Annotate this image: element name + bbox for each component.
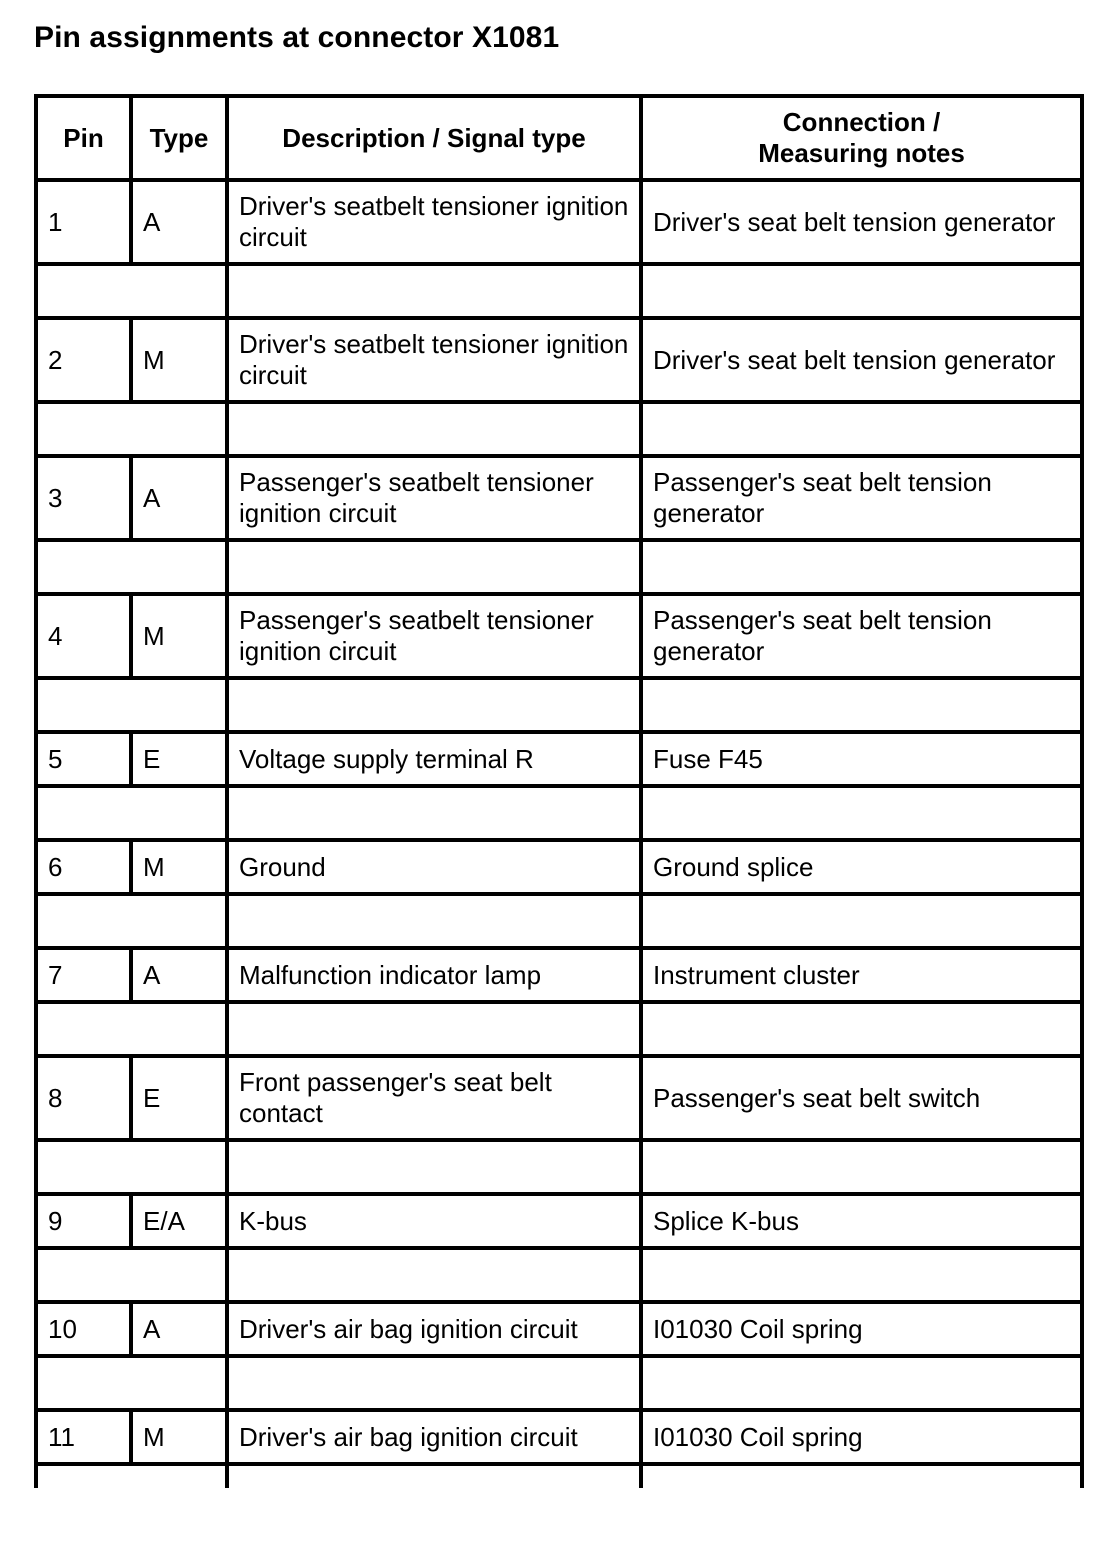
pin-cell: 8 bbox=[36, 1056, 131, 1140]
table-row bbox=[36, 180, 1082, 264]
spacer-cell bbox=[36, 540, 227, 594]
type-cell: A bbox=[131, 1302, 227, 1356]
header-description: Description / Signal type bbox=[227, 96, 641, 180]
description-cell: Passenger's seatbelt tensioner ignition circuit bbox=[227, 456, 641, 540]
connection-cell: I01030 Coil spring bbox=[641, 1302, 1082, 1356]
table-row bbox=[36, 1056, 1082, 1140]
table-row bbox=[36, 594, 1082, 678]
type-cell: E bbox=[131, 732, 227, 786]
spacer-cell bbox=[227, 678, 641, 732]
connection-cell: Splice K-bus bbox=[641, 1194, 1082, 1248]
table-row bbox=[36, 1194, 1082, 1248]
spacer-cell bbox=[641, 1356, 1082, 1410]
spacer-cell bbox=[227, 1002, 641, 1056]
pin-cell: 11 bbox=[36, 1410, 131, 1464]
connection-cell: Ground splice bbox=[641, 840, 1082, 894]
type-cell: M bbox=[131, 1410, 227, 1464]
table-row bbox=[36, 1410, 1082, 1464]
description-cell: Malfunction indicator lamp bbox=[227, 948, 641, 1002]
spacer-row bbox=[36, 1140, 1082, 1194]
description-cell: Front passenger's seat belt contact bbox=[227, 1056, 641, 1140]
type-cell: A bbox=[131, 180, 227, 264]
table-row bbox=[36, 1302, 1082, 1356]
spacer-row bbox=[36, 540, 1082, 594]
spacer-cell bbox=[227, 1464, 641, 1488]
spacer-cell bbox=[36, 264, 227, 318]
pin-cell: 10 bbox=[36, 1302, 131, 1356]
spacer-cell bbox=[36, 1248, 227, 1302]
connection-cell: Passenger's seat belt tension generator bbox=[641, 456, 1082, 540]
spacer-row bbox=[36, 1002, 1082, 1056]
description-cell: Driver's air bag ignition circuit bbox=[227, 1302, 641, 1356]
pin-cell: 4 bbox=[36, 594, 131, 678]
spacer-cell bbox=[641, 786, 1082, 840]
spacer-cell bbox=[227, 786, 641, 840]
connection-cell: Passenger's seat belt switch bbox=[641, 1056, 1082, 1140]
type-cell: A bbox=[131, 456, 227, 540]
type-cell: E bbox=[131, 1056, 227, 1140]
header-connection-line2: Measuring notes bbox=[758, 138, 965, 168]
spacer-row bbox=[36, 1248, 1082, 1302]
header-pin: Pin bbox=[36, 96, 131, 180]
description-cell: K-bus bbox=[227, 1194, 641, 1248]
spacer-cell bbox=[36, 894, 227, 948]
header-connection-line1: Connection / bbox=[782, 107, 941, 137]
table-header-row bbox=[36, 96, 1082, 180]
spacer-cell bbox=[227, 894, 641, 948]
spacer-cell bbox=[641, 678, 1082, 732]
pin-cell: 9 bbox=[36, 1194, 131, 1248]
spacer-cell bbox=[641, 264, 1082, 318]
table-row bbox=[36, 318, 1082, 402]
spacer-row bbox=[36, 894, 1082, 948]
spacer-cell bbox=[641, 540, 1082, 594]
spacer-cell bbox=[641, 1464, 1082, 1488]
spacer-cell bbox=[227, 1140, 641, 1194]
type-cell: M bbox=[131, 318, 227, 402]
spacer-cell bbox=[36, 1002, 227, 1056]
type-cell: M bbox=[131, 594, 227, 678]
pin-cell: 1 bbox=[36, 180, 131, 264]
spacer-cell bbox=[227, 264, 641, 318]
spacer-cell bbox=[227, 1356, 641, 1410]
pin-cell: 7 bbox=[36, 948, 131, 1002]
spacer-cell bbox=[641, 402, 1082, 456]
spacer-cell bbox=[36, 678, 227, 732]
table-row bbox=[36, 948, 1082, 1002]
spacer-cell bbox=[641, 1248, 1082, 1302]
spacer-row bbox=[36, 1356, 1082, 1410]
spacer-cell bbox=[36, 402, 227, 456]
spacer-row bbox=[36, 264, 1082, 318]
header-type: Type bbox=[131, 96, 227, 180]
spacer-cell bbox=[227, 540, 641, 594]
type-cell: E/A bbox=[131, 1194, 227, 1248]
type-cell: A bbox=[131, 948, 227, 1002]
spacer-cell bbox=[36, 1356, 227, 1410]
spacer-cell bbox=[36, 1464, 227, 1488]
spacer-cell bbox=[641, 894, 1082, 948]
description-cell: Ground bbox=[227, 840, 641, 894]
pin-assignment-table bbox=[34, 94, 1084, 1488]
spacer-row bbox=[36, 678, 1082, 732]
table-row bbox=[36, 840, 1082, 894]
table-row bbox=[36, 456, 1082, 540]
connection-cell: Driver's seat belt tension generator bbox=[641, 318, 1082, 402]
description-cell: Passenger's seatbelt tensioner ignition circuit bbox=[227, 594, 641, 678]
pin-cell: 5 bbox=[36, 732, 131, 786]
pin-cell: 6 bbox=[36, 840, 131, 894]
page-title: Pin assignments at connector X1081 bbox=[34, 21, 560, 54]
spacer-cell bbox=[227, 1248, 641, 1302]
connection-cell: Passenger's seat belt tension generator bbox=[641, 594, 1082, 678]
description-cell: Driver's seatbelt tensioner ignition circuit bbox=[227, 180, 641, 264]
header-connection bbox=[641, 96, 1082, 180]
spacer-row bbox=[36, 786, 1082, 840]
pin-cell: 2 bbox=[36, 318, 131, 402]
connection-cell: I01030 Coil spring bbox=[641, 1410, 1082, 1464]
spacer-cell bbox=[227, 402, 641, 456]
table-row bbox=[36, 732, 1082, 786]
connection-cell: Driver's seat belt tension generator bbox=[641, 180, 1082, 264]
spacer-row bbox=[36, 402, 1082, 456]
spacer-cell bbox=[641, 1002, 1082, 1056]
spacer-cell bbox=[641, 1140, 1082, 1194]
pin-cell: 3 bbox=[36, 456, 131, 540]
connection-cell: Fuse F45 bbox=[641, 732, 1082, 786]
spacer-cell bbox=[36, 1140, 227, 1194]
spacer-row bbox=[36, 1464, 1082, 1488]
description-cell: Driver's seatbelt tensioner ignition circuit bbox=[227, 318, 641, 402]
spacer-cell bbox=[36, 786, 227, 840]
description-cell: Driver's air bag ignition circuit bbox=[227, 1410, 641, 1464]
description-cell: Voltage supply terminal R bbox=[227, 732, 641, 786]
type-cell: M bbox=[131, 840, 227, 894]
connection-cell: Instrument cluster bbox=[641, 948, 1082, 1002]
